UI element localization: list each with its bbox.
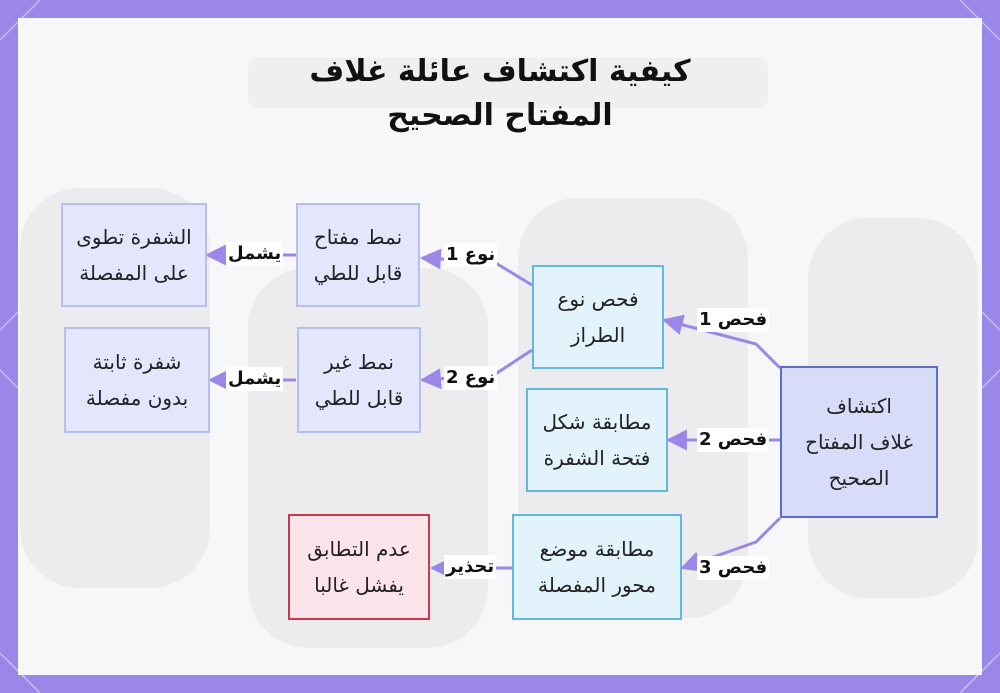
node-root	[780, 366, 938, 518]
edge-label-type1: نوع 1	[446, 244, 496, 265]
node-flip-key-line-1: نمط مفتاح	[313, 225, 403, 249]
node-fixed-blade-line-2: بدون مفصلة	[85, 386, 189, 410]
node-folding-blade-line-1: الشفرة تطوى	[76, 225, 192, 249]
node-folding-blade-line-2: على المفصلة	[79, 261, 189, 285]
node-model-check-line-2: الطراز	[570, 323, 626, 347]
node-fixed-key-line-2: قابل للطي	[314, 386, 404, 410]
node-mismatch-line-1: عدم التطابق	[307, 537, 411, 561]
diagram-title	[0, 50, 1000, 138]
node-folding-blade	[61, 203, 207, 307]
edge-label-includes1: يشمل	[228, 243, 282, 264]
node-blade-match-line-2: فتحة الشفرة	[543, 446, 651, 470]
node-flip-key	[296, 203, 420, 307]
node-hinge-match-line-1: مطابقة موضع	[539, 537, 655, 561]
node-hinge-match-line-2: محور المفصلة	[538, 573, 656, 597]
title-line-2: المفتاح الصحيح	[387, 98, 613, 133]
node-model-check-line-1: فحص نوع	[557, 287, 639, 311]
node-mismatch-line-2: يفشل غالبا	[314, 573, 404, 597]
edge-label-check2: فحص 2	[699, 429, 768, 450]
edge-label-type2: نوع 2	[446, 367, 496, 388]
edge-label-check3: فحص 3	[699, 557, 768, 578]
node-root-line-2: غلاف المفتاح	[805, 430, 913, 454]
node-mismatch	[288, 514, 430, 620]
node-hinge-match	[512, 514, 682, 620]
node-blade-match	[526, 388, 668, 492]
edge-label-warning: تحذير	[446, 556, 495, 577]
edge-label-check1: فحص 1	[699, 309, 768, 330]
node-blade-match-line-1: مطابقة شكل	[542, 410, 652, 434]
node-model-check	[532, 265, 664, 369]
node-fixed-key-line-1: نمط غير	[324, 350, 394, 374]
node-fixed-blade-line-1: شفرة ثابتة	[92, 350, 182, 374]
edge-label-includes2: يشمل	[228, 368, 282, 389]
node-flip-key-line-2: قابل للطي	[313, 261, 403, 285]
node-root-line-3: الصحيح	[828, 466, 890, 490]
title-line-1: كيفية اكتشاف عائلة غلاف	[309, 54, 691, 89]
node-fixed-blade	[64, 327, 210, 433]
node-fixed-key	[297, 327, 421, 433]
node-root-line-1: اكتشاف	[826, 394, 892, 418]
